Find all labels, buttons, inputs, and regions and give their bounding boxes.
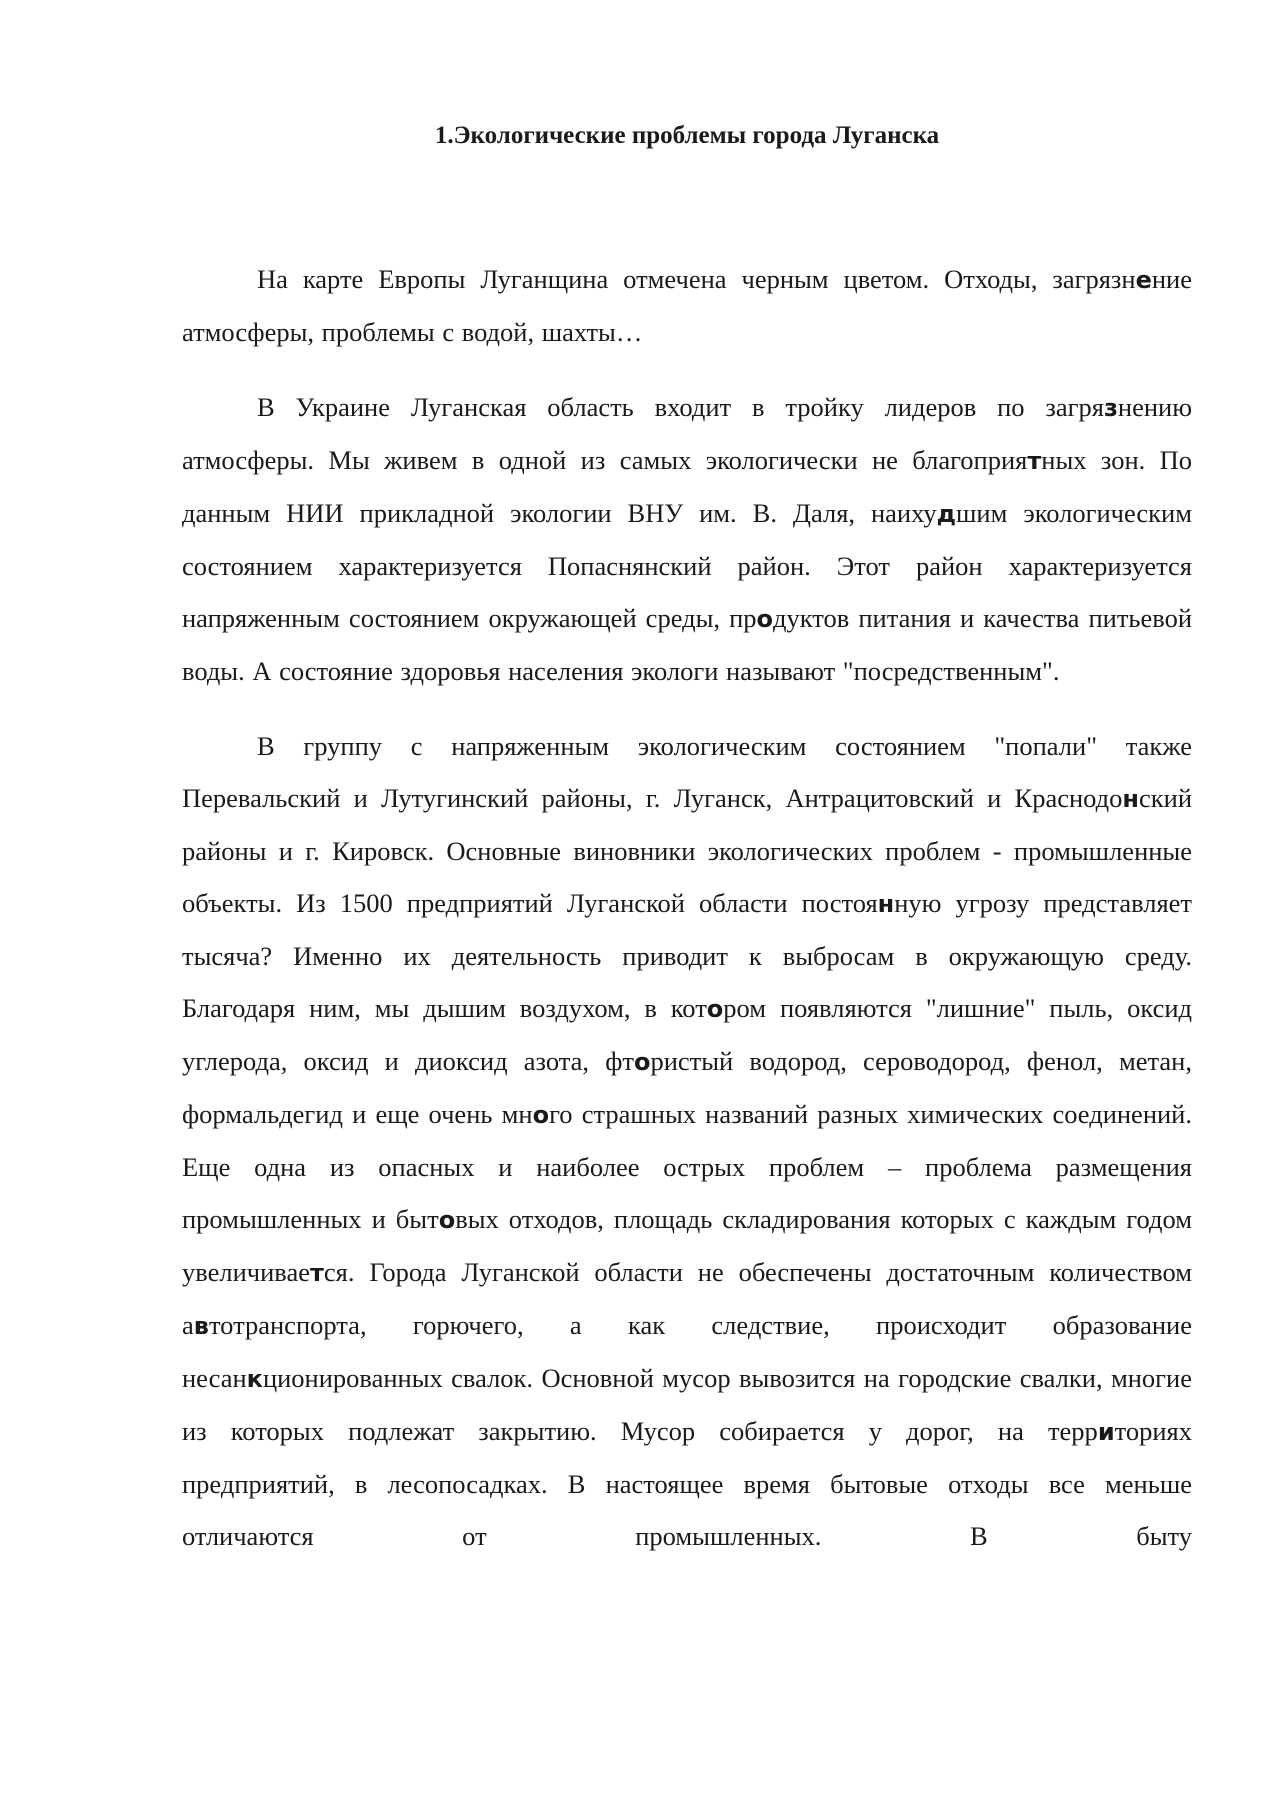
bold-letter: в — [193, 1312, 209, 1340]
bold-letter: з — [1103, 394, 1118, 422]
text-run: дуктов питания и качества питьевой воды. А состояние здоровья населения экологи называют "посредственным". — [182, 603, 1193, 686]
paragraph — [182, 253, 1192, 358]
text-run: шим экологическим состоянием характеризуется Попаснянский район. Этот район характеризуется напряженным состоянием окружающей среды, пр — [182, 498, 1192, 633]
bold-letter: н — [1122, 785, 1139, 813]
text-run: ся. Города Луганской области не обеспечены достаточным количеством а — [182, 1257, 1192, 1340]
text-run: тотранспорта, горючего, а как следствие, происходит образование несан — [182, 1310, 1192, 1393]
text-run: ристый водород, сероводород, фенол, метан, формальдегид и еще очень мн — [182, 1046, 1192, 1129]
bold-letter: к — [246, 1365, 263, 1393]
text-run: ром появляются "лишние" пыль, оксид углерода, оксид и диоксид азота, фт — [182, 993, 1192, 1076]
bold-letter: о — [756, 605, 774, 633]
text-run: ский районы и г. Кировск. Основные виновники экологических проблем - промышленные объекты. Из 1500 предприятий Луганской области постоя — [182, 783, 1192, 918]
text-run: ных зон. По данным НИИ прикладной экологии ВНУ им. В. Даля, наиху — [182, 445, 1192, 528]
text-run: ние атмосферы, проблемы с водой, шахты… — [182, 264, 1192, 347]
document-title: 1.Экологические проблемы города Луганска — [434, 122, 940, 149]
paragraph — [182, 720, 1192, 1562]
text-run: ционированных свалок. Основной мусор вывозится на городские свалки, многие из которых подлежат закрытию. Мусор собирается у дорог, на терр — [182, 1363, 1192, 1446]
text-run: го страшных названий разных химических соединений. Еще одна из опасных и наиболее острых проблем – проблема размещения промышленных и быт — [182, 1099, 1192, 1234]
text-run: В Украине Луганская область входит в тройку лидеров по загря — [257, 392, 1104, 422]
bold-letter: т — [309, 1259, 324, 1287]
text-run: В группу с напряженным экологическим состоянием "попали" также Перевальский и Лутугинский районы, г. Луганск, Антрацитовский и Краснодо — [182, 731, 1192, 813]
bold-letter: о — [633, 1048, 651, 1076]
text-run: вых отходов, площадь складирования которых с каждым годом увеличивае — [182, 1204, 1192, 1287]
text-run: нению атмосферы. Мы живем в одной из самых экологически не благоприя — [182, 392, 1192, 475]
text-run: На карте Европы Луганщина отмечена черным цветом. Отходы, загрязн — [257, 264, 1136, 294]
bold-letter: д — [936, 500, 956, 528]
paragraph — [182, 381, 1192, 697]
document-body — [182, 253, 1192, 1585]
bold-letter: о — [532, 1101, 550, 1129]
bold-letter: и — [1097, 1418, 1115, 1446]
bold-letter: о — [706, 995, 724, 1023]
text-run: ториях предприятий, в лесопосадках. В настоящее время бытовые отходы все меньше отличаются от промышленных. В быту — [182, 1416, 1192, 1551]
bold-letter: н — [877, 890, 895, 918]
bold-letter: е — [1135, 266, 1152, 294]
bold-letter: о — [438, 1206, 456, 1234]
text-run: ную угрозу представляет тысяча? Именно их деятельность приводит к выбросам в окружающую среду. Благодаря ним, мы дышим воздухом, в кот — [182, 888, 1192, 1023]
bold-letter: т — [1027, 447, 1042, 475]
